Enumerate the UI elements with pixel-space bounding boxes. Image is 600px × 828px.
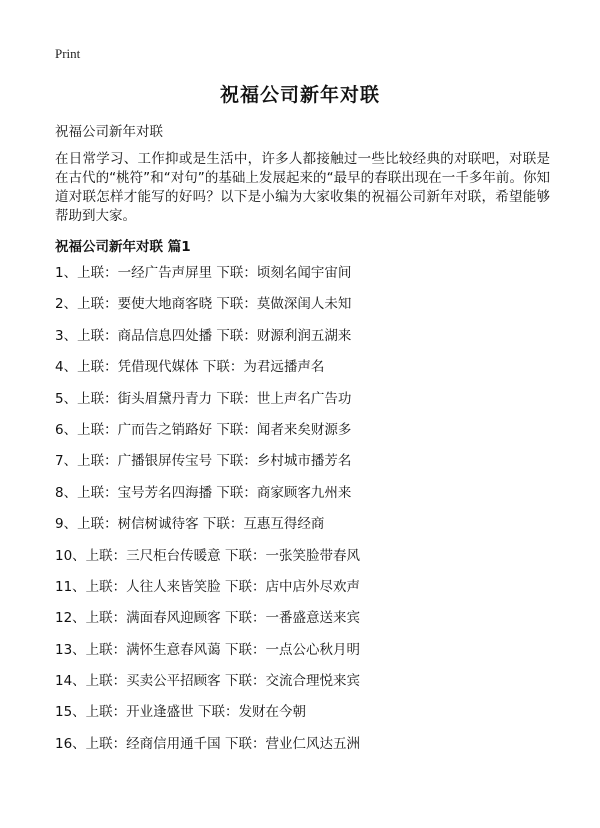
couplet-item: 7、上联：广播银屏传宝号 下联：乡村城市播芳名 xyxy=(55,453,352,470)
couplet-item: 14、上联：买卖公平招顾客 下联：交流合理悦来宾 xyxy=(55,673,360,690)
couplet-item: 16、上联：经商信用通千国 下联：营业仁风达五洲 xyxy=(55,735,360,752)
couplet-item: 8、上联：宝号芳名四海播 下联：商家顾客九州来 xyxy=(55,484,352,501)
page-title: 祝福公司新年对联 xyxy=(219,84,380,106)
intro-paragraph: 在日常学习、工作抑或是生活中，许多人都接触过一些比较经典的对联吧，对联是在古代的“桃符”和“对句”的基础上发展起来的“最早的春联出现在一千多年前。你知道对联怎样才能写的好吗？以下是小编为大家收集的祝福公司新年对联，希望能够帮助到大家。 xyxy=(55,151,550,224)
couplet-item: 6、上联：广而告之销路好 下联：闻者来矣财源多 xyxy=(55,421,352,438)
section-heading: 祝福公司新年对联 篇1 xyxy=(55,239,191,255)
couplet-item: 10、上联：三尺柜台传暖意 下联：一张笑脸带春风 xyxy=(55,547,360,564)
couplet-item: 15、上联：开业逢盛世 下联：发财在今朝 xyxy=(55,704,306,721)
couplet-item: 12、上联：满面春风迎顾客 下联：一番盛意送来宾 xyxy=(55,610,360,627)
couplet-item: 13、上联：满怀生意春风蔼 下联：一点公心秋月明 xyxy=(55,641,360,658)
couplet-item: 9、上联：树信树诚待客 下联：互惠互得经商 xyxy=(55,516,325,533)
couplet-item: 11、上联：人往人来皆笑脸 下联：店中店外尽欢声 xyxy=(55,578,360,595)
couplet-list xyxy=(55,265,360,767)
couplet-item: 4、上联：凭借现代媒体 下联：为君远播声名 xyxy=(55,359,325,376)
couplet-item: 3、上联：商品信息四处播 下联：财源利润五湖来 xyxy=(55,327,352,344)
print-link[interactable]: Print xyxy=(55,46,81,61)
couplet-item: 1、上联：一经广告声屏里 下联：顷刻名闻宇宙间 xyxy=(55,265,352,281)
article-subtitle: 祝福公司新年对联 xyxy=(55,124,163,140)
couplet-item: 2、上联：要使大地商客晓 下联：莫做深闺人未知 xyxy=(55,296,352,313)
couplet-item: 5、上联：街头眉黛丹青力 下联：世上声名广告功 xyxy=(55,390,352,407)
